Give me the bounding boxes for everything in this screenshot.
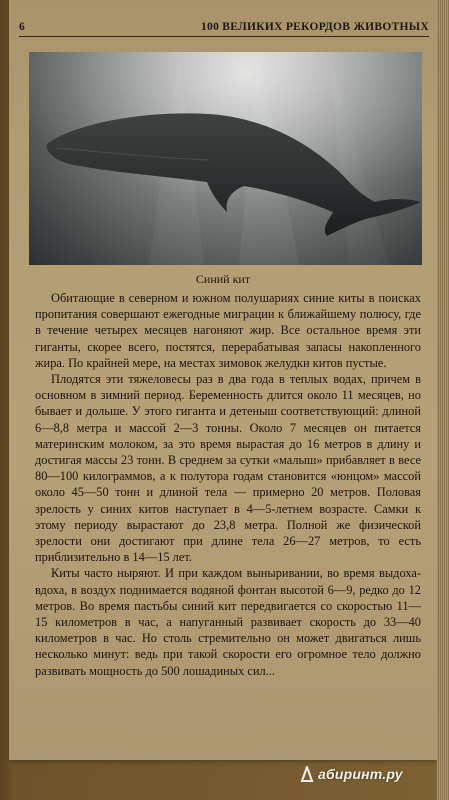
page-header (19, 18, 429, 37)
labyrinth-logo-icon (300, 766, 314, 782)
paragraph-migration: Обитающие в северном и южном полушариях синие киты в поисках пропитания совершают ежегодные миграции к ближайшему полюсу, где в течение четырех месяцев нагоняют жир. Все остальное время эти гиганты, скорее всего, постятся, перерабатывая запасы накопленного жира. По крайней мере, на местах зимовок желудки китов пустые. (35, 291, 421, 370)
figure-caption: Синий кит (195, 272, 251, 286)
running-title: 100 ВЕЛИКИХ РЕКОРДОВ ЖИВОТНЫХ (200, 21, 429, 33)
page-number: 6 (19, 21, 25, 33)
paragraph-reproduction: Плодятся эти тяжеловесы раз в два года в теплых водах, причем в основном в зимний период. Беременность длится около 11 месяцев, но бывает и дольше. У этого гиганта и детеныш соответствующий: длиной 6—8,8 метра и массой 2—3 тонны. Около 7 месяцев он питается материнским молоком, за это время вырастая до 16 метров в длину и достигая массы 23 тонн. В среднем за сутки «малыш» прибавляет в весе 80—100 килограммов, а к полутора годам становится «юнцом» массой около 45—50 тонн и длиной тела — примерно 20 метров. Половая зрелость у синих китов наступает в 4—5-летнем возрасте. Самки к этому периоду вырастают до 23,8 метра. Полной же физической зрелости они достигают при длине тела 26—27 метров, то есть приблизительно в 14—15 лет. (35, 372, 421, 565)
watermark-text: абиринт.ру (318, 766, 403, 782)
whale-illustration (29, 52, 422, 265)
blue-whale-photo (29, 52, 422, 265)
page-edges (437, 0, 449, 800)
paragraph-diving: Киты часто ныряют. И при каждом выныривании, во время выдоха-вдоха, в воздух поднимается водяной фонтан высотой 6—9, редко до 12 метров. Во время пастьбы синий кит передвигается со скоростью 11—15 километров в час, а напуганный развивает скорость до 33—40 километров в час. Но столь стремительно он может двигаться лишь несколько минут: ведь при такой скорости его огромное тело должно развивать мощность до 500 лошадиных сил... (35, 566, 421, 678)
article-body (35, 290, 421, 679)
book-page (9, 0, 437, 760)
